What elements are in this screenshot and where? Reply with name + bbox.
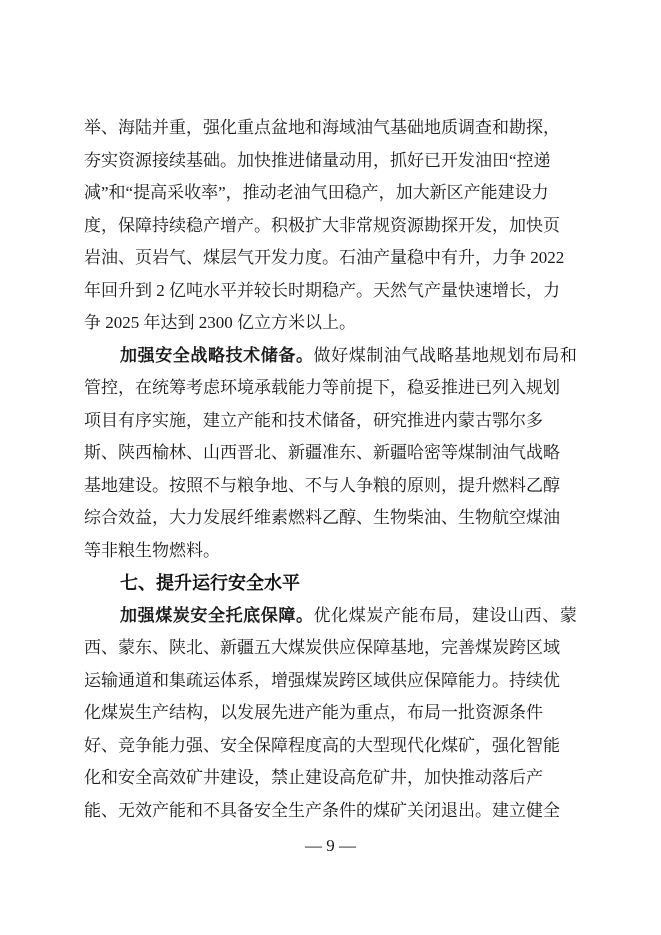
body-line: 举、海陆并重，强化重点盆地和海域油气基础地质调查和勘探， bbox=[84, 118, 560, 137]
body-line: 好、竞争能力强、安全保障程度高的大型现代化煤矿，强化智能 bbox=[84, 735, 560, 755]
body-line: 化和安全高效矿井建设，禁止建设高危矿井，加快推动落后产 bbox=[84, 768, 543, 787]
body-line: 项目有序实施，建立产能和技术储备，研究推进内蒙古鄂尔多 bbox=[84, 410, 543, 430]
body-line: 度，保障持续稳产增产。积极扩大非常规资源勘探开发，加快页 bbox=[84, 215, 560, 235]
body-line: 管控，在统筹考虑环境承载能力等前提下，稳妥推进已列入规划 bbox=[84, 378, 560, 397]
text-body bbox=[84, 112, 577, 857]
body-line: 运输通道和集疏运体系，增强煤炭跨区域供应保障能力。持续优 bbox=[84, 670, 560, 690]
body-line: 基地建设。按照不与粮争地、不与人争粮的原则，提升燃料乙醇 bbox=[84, 475, 560, 495]
body-line: 减”和“提高采收率”，推动老油气田稳产，加大新区产能建设力 bbox=[84, 183, 549, 202]
body-line: 能、无效产能和不具备安全生产条件的煤矿关闭退出。建立健全 bbox=[84, 800, 560, 820]
body-line: 年回升到 2 亿吨水平并较长时期稳产。天然气产量快速增长，力 bbox=[84, 280, 560, 300]
body-line: 岩油、页岩气、煤层气开发力度。石油产量稳中有升，力争 2022 bbox=[84, 248, 565, 267]
section-heading: 七、提升运行安全水平 bbox=[120, 573, 300, 593]
body-line: 化煤炭生产结构，以发展先进产能为重点，布局一批资源条件 bbox=[84, 703, 543, 722]
page-number: — 9 — bbox=[305, 836, 356, 855]
body-line: 综合效益，大力发展纤维素燃料乙醇、生物柴油、生物航空煤油 bbox=[84, 508, 560, 527]
body-line: 等非粮生物燃料。 bbox=[84, 540, 220, 560]
body-line: 斯、陕西榆林、山西晋北、新疆准东、新疆哈密等煤制油气战略 bbox=[84, 443, 560, 462]
body-line: 加 强 煤 炭 安 全 托 底 保 障 。 优 化 煤 炭 产 能 布 局 ， 建 设 山 西 、 蒙 bbox=[120, 605, 577, 625]
body-line: 西、蒙东、陕北、新疆五大煤炭供应保障基地，完善煤炭跨区域 bbox=[84, 638, 560, 657]
body-line: 夯实资源接续基础。加快推进储量动用，抓好已开发油田“控递 bbox=[84, 150, 551, 170]
body-line: 争 2025 年达到 2300 亿立方米以上。 bbox=[84, 313, 356, 332]
body-line: 加 强 安 全 战 略 技 术 储 备 。 做 好 煤 制 油 气 战 略 基 地 规 划 布 局 和 bbox=[120, 345, 577, 365]
